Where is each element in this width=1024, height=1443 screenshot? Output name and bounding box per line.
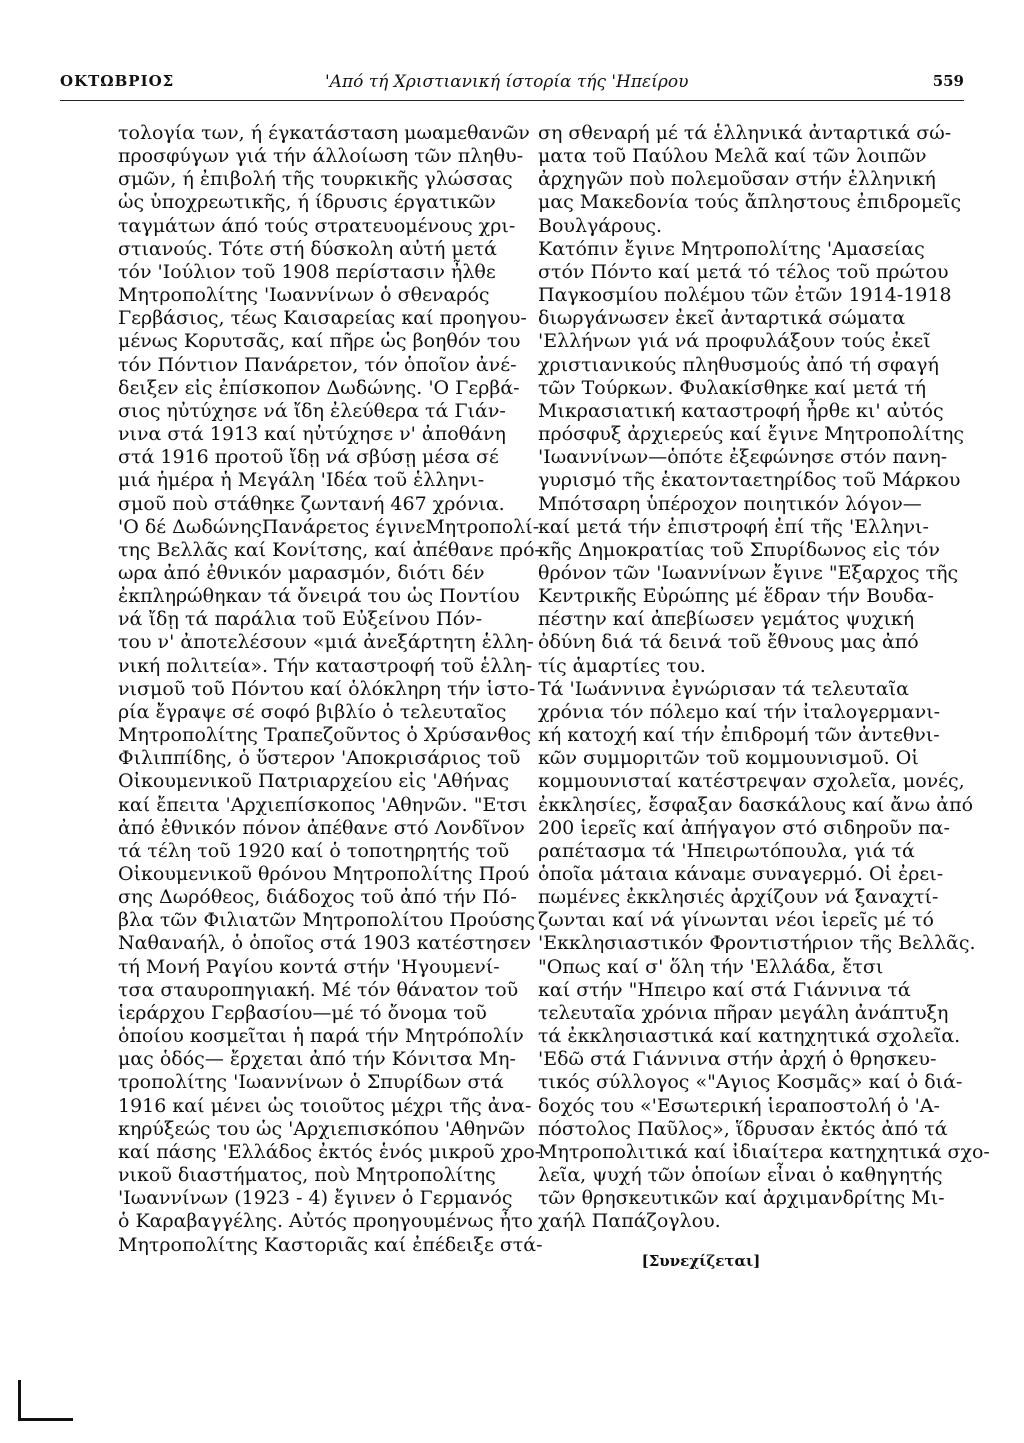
text-line: ραπέτασμα τά 'Ηπειρωτόπουλα, γιά τά [538,839,915,862]
text-line: ὁποῖα μάταια κάναμε συναγερμό. Οἱ ἐρει- [538,863,944,885]
text-line: της Βελλᾶς καί Κονίτσης, καί ἀπέθανε πρό- [118,538,541,561]
text-line: τολογία των, ή έγκατάσταση μωαμεθανῶν [118,122,530,144]
text-line: πόστολος Παῦλος», ἵδρυσαν ἐκτός ἀπό τά [538,1117,948,1140]
text-line: Βουλγάρους. [538,214,663,237]
header-month: ΟΚΤΩΒΡΙΟΣ [60,72,175,90]
text-line: σμοῦ ποὺ στάθηκε ζωντανή 467 χρόνια. [118,492,505,515]
text-line: κῆς Δημοκρατίας τοῦ Σπυρίδωνος εἰς τόν [538,538,940,561]
text-line: ὁ Καραβαγγέλης. Αὐτός προηγουμένως ἦτο [118,1210,533,1233]
text-line: τή Μονή Ραγίου κοντά στήν 'Ηγουμενί- [118,955,500,978]
text-line: 'Ιωαννίνων—ὁπότε ἐξεφώνησε στόν πανη- [538,446,948,469]
text-line: δοχός του «'Εσωτερική ἱεραποστολή ὁ 'Α- [538,1094,940,1117]
text-line: χριστιανικούς πληθυσμούς ἀπό τή σφαγή [538,353,939,376]
text-line: Παγκοσμίου πολέμου τῶν ἐτῶν 1914-1918 [538,284,952,307]
text-line: τροπολίτης 'Ιωαννίνων ὁ Σπυρίδων στά [118,1071,504,1094]
text-line: ματα τοῦ Παύλου Μελᾶ καί τῶν λοιπῶν [538,145,927,168]
text-line: Μητροπολίτης Καστοριᾶς καί ἐπέδειξε στά- [118,1233,543,1256]
text-line: τόν 'Ιούλιον τοῦ 1908 περίστασιν ἦλθε [118,260,496,283]
text-line: τῶν Τούρκων. Φυλακίσθηκε καί μετά τή [538,376,926,399]
text-line: 1916 καί μένει ὡς τοιοῦτος μέχρι τῆς ἀνα- [118,1094,532,1117]
text-line: καί ἔπειτα 'Αρχιεπίσκοπος 'Αθηνῶν. "Ετσι [118,793,528,816]
text-line: προσφύγων γιά τήν άλλοίωση τῶν πληθυ- [118,145,524,168]
text-line: Οἰκουμενικοῦ Πατριαρχείου εἰς 'Αθήνας [118,770,510,793]
text-line: Μητροπολιτικά καί ἰδιαίτερα κατηχητικά σχο- [538,1140,990,1163]
text-line: νική πολιτεία». Τήν καταστροφή τοῦ ἑλλη- [118,654,533,677]
text-line: τικός σύλλογος «"Αγιος Κοσμᾶς» καί ὁ διά- [538,1071,963,1094]
text-line: ζωνται καί νά γίνωνται νέοι ἱερεῖς μέ τό [538,909,934,932]
text-line: 'Ιωαννίνων (1923 - 4) ἔγινεν ὁ Γερμανός [118,1187,513,1210]
text-line: πρόσφυξ ἀρχιερεύς καί ἔγινε Μητροπολίτης [538,423,965,446]
text-line: ταγμάτων άπό τούς στρατευομένους χρι- [118,214,516,237]
text-line: λεῖα, ψυχή τῶν ὁποίων εἶναι ὁ καθηγητής [538,1164,943,1187]
text-line: δειξεν εἰς ἐπίσκοπον Δωδώνης. 'Ο Γερβά- [118,376,520,399]
text-line: καί μετά τήν ἐπιστροφή ἐπί τῆς 'Ελληνι- [538,515,929,538]
text-line: τά ἐκκλησιαστικά καί κατηχητικά σχολεῖα. [538,1025,961,1048]
text-line: τόν Πόντιον Πανάρετον, τόν ὁποῖον ἀνέ- [118,353,517,376]
text-line: Κατόπιν ἔγινε Μητροπολίτης 'Αμασείας [538,237,925,260]
text-line: καί στήν "Ηπειρο καί στά Γιάννινα τά [538,978,911,1001]
continued-note: [Συνεχίζεται] [641,1251,761,1270]
text-line: τελευταῖα χρόνια πῆραν μεγάλη ἀνάπτυξη [538,1001,949,1024]
text-line: διωργάνωσεν ἐκεῖ ἀνταρτικά σώματα [538,307,906,330]
running-header [60,72,964,101]
text-line: πέστην καί ἀπεβίωσεν γεμάτος ψυχική [538,608,915,631]
text-line: νά ἴδῃ τά παράλια τοῦ Εὐξείνου Πόν- [118,608,482,631]
text-line: μας Μακεδονία τούς ἄπληστους ἐπιδρομεῖς [538,191,962,214]
text-line: στόν Πόντο καί μετά τό τέλος τοῦ πρώτου [538,260,949,283]
text-line: ση σθεναρή μέ τά ἑλληνικά ἀνταρτικά σώ- [538,122,952,144]
text-line: βλα τῶν Φιλιατῶν Μητροπολίτου Προύσης [118,909,536,932]
text-line: ἀρχηγῶν ποὺ πολεμοῦσαν στήν ἑλληνική [538,168,936,191]
text-line: 'Εδῶ στά Γιάννινα στήν ἀρχή ὁ θρησκευ- [538,1048,937,1071]
text-line: 200 ἱερεῖς καί ἀπήγαγον στό σιδηροῦν πα- [538,816,950,839]
text-line: 'Εκκλησιαστικόν Φροντιστήριον τῆς Βελλᾶς. [538,932,976,955]
text-line: στά 1916 προτοῦ ἴδῃ νά σβύσῃ μέσα σέ [118,446,499,469]
text-line: νικοῦ διαστήματος, ποὺ Μητροπολίτης [118,1164,496,1187]
text-line: κηρύξεώς του ὡς 'Αρχιεπισκόπου 'Αθηνῶν [118,1117,526,1140]
text-line: νινα στά 1913 καί ηὐτύχησε ν' ἀποθάνη [118,423,506,446]
text-line: ἐκπληρώθηκαν τά ὄνειρά του ὡς Ποντίου [118,585,520,608]
text-line: 'Ο δέ ΔωδώνηςΠανάρετος έγινεΜητροπολί- [118,515,540,538]
text-line: του ν' ἀποτελέσουν «μιά ἀνεξάρτητη ἑλλη- [118,631,534,654]
text-line: ἐκκλησίες, ἔσφαξαν δασκάλους καί ἄνω ἀπό [538,793,974,816]
text-line: μένως Κορυτσᾶς, καί πῆρε ὡς βοηθόν του [118,330,521,353]
text-line: θρόνον τῶν 'Ιωαννίνων ἔγινε "Εξαρχος τῆς [538,561,959,584]
text-line: ἀπό ἐθνικόν πόνον ἀπέθανε στό Λονδῖνον [118,816,525,839]
margin-mark [18,1380,21,1420]
text-line: "Οπως καί σ' ὅλη τήν 'Ελλάδα, ἔτσι [538,955,884,978]
text-line: καί πάσης 'Ελλάδος ἐκτός ἑνός μικροῦ χρο- [118,1140,542,1163]
text-line: Ναθαναήλ, ὁ ὁποῖος στά 1903 κατέστησεν [118,932,532,955]
text-line: τίς ἁμαρτίες του. [538,654,706,677]
text-line: 'Ελλήνων γιά νά προφυλάξουν τούς ἐκεῖ [538,330,931,353]
text-line: σμῶν, ή ἐπιβολή τῆς τουρκικῆς γλώσσας [118,168,513,191]
text-line: κῶν συμμοριτῶν τοῦ κομμουνισμοῦ. Οἱ [538,747,919,770]
text-line: ὁποίου κοσμεῖται ἡ παρά τήν Μητρόπολίν [118,1025,524,1048]
text-line: νισμοῦ τοῦ Πόντου καί ὁλόκληρη τήν ἱστο- [118,677,536,700]
text-line: Μητροπολίτης Τραπεζοῦντος ὁ Χρύσανθος [118,724,532,747]
text-line: μιά ἡμέρα ἡ Μεγάλη 'Ιδέα τοῦ ἑλληνι- [118,469,485,492]
text-line: ἱεράρχου Γερβασίου—μέ τό ὄνομα τοῦ [118,1001,487,1024]
text-line: ὀδύνη διά τά δεινά τοῦ ἔθνους μας ἀπό [538,631,919,654]
text-line: Γερβάσιος, τέως Καισαρείας καί προηγου- [118,307,527,330]
text-line: χρόνια τόν πόλεμο καί τήν ἰταλογερμανι- [538,700,941,723]
text-line: μας ὁδός— ἔρχεται ἀπό τήν Κόνιτσα Μη- [118,1048,516,1071]
left-column [118,122,543,1257]
text-line: Οἰκουμενικοῦ θρόνου Μητροπολίτης Πρού [118,863,530,885]
text-line: Τά 'Ιωάννινα ἐγνώρισαν τά τελευταῖα [538,677,909,700]
text-line: Μητροπολίτης 'Ιωαννίνων ὁ σθεναρός [118,284,490,307]
text-line: ρία ἔγραψε σέ σοφό βιβλίο ὁ τελευταῖος [118,700,507,723]
text-line: τσα σταυροπηγιακή. Μέ τόν θάνατον τοῦ [118,978,519,1001]
text-line: κομμουνισταί κατέστρεψαν σχολεῖα, μονές, [538,770,965,793]
margin-mark-base [18,1418,73,1421]
text-line: σιος ηὐτύχησε νά ἴδη ἐλεύθερα τά Γιάν- [118,399,506,422]
text-line: Κεντρικῆς Εὐρώπης μέ ἕδραν τήν Βουδα- [538,585,934,608]
text-line: τά τέλη τοῦ 1920 καί ὁ τοποτηρητής τοῦ [118,839,510,862]
text-line: τῶν θρησκευτικῶν καί ἀρχιμανδρίτης Μι- [538,1187,945,1210]
text-line: Μικρασιατική καταστροφή ἦρθε κι' αὐτός [538,399,944,422]
text-line: σης Δωρόθεος, διάδοχος τοῦ ἀπό τήν Πό- [118,886,517,909]
text-line: πωμένες ἐκκλησιές ἀρχίζουν νά ξαναχτί- [538,886,939,909]
text-line: χαήλ Παπάζογλου. [538,1210,721,1233]
text-line: Μπότσαρη ὑπέροχον ποιητικόν λόγον— [538,492,922,515]
text-line: ωρα ἀπό ἐθνικόν μαρασμόν, διότι δέν [118,561,485,584]
right-column [538,122,990,1273]
text-line: Φιλιππίδης, ὁ ὕστερον 'Αποκρισάριος τοῦ [118,747,521,770]
text-line: στιανούς. Τότε στή δύσκολη αὐτή μετά [118,237,498,260]
text-line: κή κατοχή καί τήν ἐπιδρομή τῶν ἀντεθνι- [538,724,940,747]
page-number: 559 [932,72,964,90]
text-line: γυρισμό τῆς ἑκατονταετηρίδος τοῦ Μάρκου [538,469,961,492]
text-line: ὡς ὑποχρεωτικῆς, ή ίδρυσις έργατικῶν [118,191,496,214]
header-title: 'Από τή Χριστιανική ίστορία τής 'Ηπείρου [325,72,689,92]
